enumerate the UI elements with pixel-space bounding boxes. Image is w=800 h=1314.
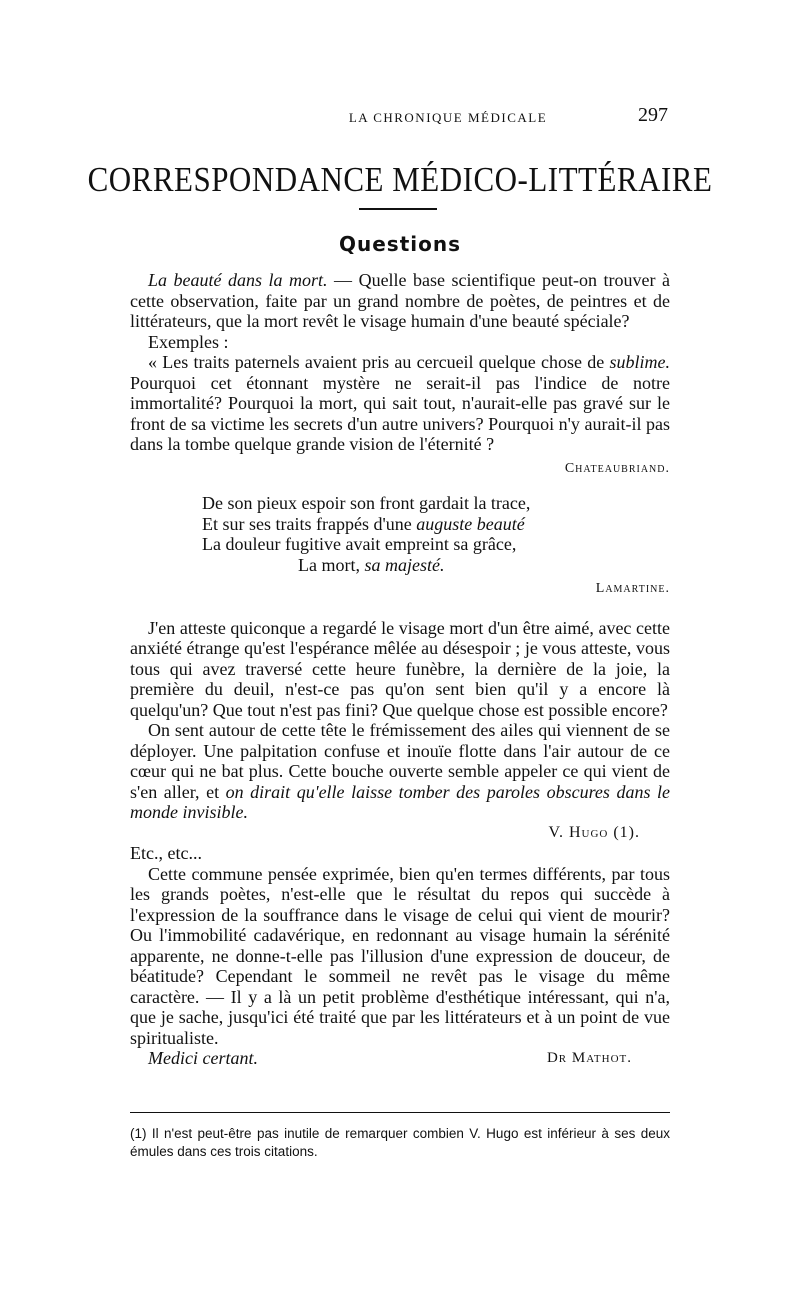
closing-line bbox=[130, 1048, 670, 1069]
para4-text: On sent autour de cette tête le frémissement des ailes qui viennent de se déployer. Une palpitation confuse et inouïe flotte dans l'air autour de ce cœur qui ne bat plus. Cette bouche ouverte semble appeler ce qui vient de s'en aller, et bbox=[130, 720, 670, 802]
spacer bbox=[130, 600, 670, 618]
author-signature: Dr Mathot. bbox=[546, 1050, 632, 1066]
verse-line-2 bbox=[202, 514, 670, 535]
quote1-b: Pourquoi cet étonnant mystère ne serait-il pas l'indice de notre immortalité? Pourquoi la mort, qui sait tout, n'aurait-elle pas gravé sur le front de sa victime les secrets d'un autre univers? Pourquoi n'y aurait-il pas dans la tombe quelque grande vision de l'éternité ? bbox=[130, 372, 670, 454]
paragraph-hugo-quote bbox=[130, 720, 670, 823]
footnote-rule bbox=[130, 1112, 670, 1113]
article-body bbox=[130, 270, 670, 1069]
quote1-italic: sublime. bbox=[609, 352, 670, 372]
lead-italic: La beauté dans la mort. bbox=[148, 270, 328, 290]
verse-lamartine bbox=[202, 493, 670, 575]
verse-line-4-italic: sa majesté. bbox=[364, 554, 445, 575]
signature-chateaubriand: Chateaubriand. bbox=[564, 460, 670, 476]
article-title: CORRESPONDANCE MÉDICO-LITTÉRAIRE bbox=[87, 159, 713, 200]
page-header bbox=[130, 104, 670, 130]
verse-line-2-italic: auguste beauté bbox=[416, 513, 525, 534]
quote-chateaubriand bbox=[130, 352, 670, 455]
closing-motto: Medici certant. bbox=[148, 1048, 258, 1068]
etc-line: Etc., etc... bbox=[130, 843, 202, 863]
verse-line-4 bbox=[202, 555, 670, 576]
lead-text: — Quelle base scientifique peut-on trouver à cette observation, faite par un grand nombre de poètes, de peintres et de littérateurs, que la mort revêt le visage humain d'une beauté spéciale? bbox=[130, 270, 670, 331]
lead-paragraph bbox=[130, 270, 670, 332]
running-head: LA CHRONIQUE MÉDICALE bbox=[348, 110, 548, 125]
verse-line-2-text: Et sur ses traits frappés d'une bbox=[202, 513, 417, 534]
signature-hugo: V. Hugo (1). bbox=[548, 823, 640, 841]
paragraph-atteste: J'en atteste quiconque a regardé le visage mort d'un être aimé, avec cette anxiété étrange qu'est l'espérance mêlée au désespoir ; je vous atteste, vous tous qui avez traversé cette heure funèbre, la dernière de la joie, la première du deuil, n'est-ce pas qu'on sent bien qu'il y a encore là quelqu'un? Que tout n'est pas fini? Que quelque chose est possible encore? bbox=[130, 617, 670, 720]
quote1-a: « Les traits paternels avaient pris au cercueil quelque chose de bbox=[148, 352, 610, 372]
section-title: Questions bbox=[338, 232, 461, 256]
verse-line-3: La douleur fugitive avait empreint sa grâce, bbox=[202, 534, 517, 554]
footnote: (1) Il n'est peut-être pas inutile de remarquer combien V. Hugo est inférieur à ses deux émules dans ces trois citations. bbox=[130, 1126, 670, 1159]
verse-line-1: De son pieux espoir son front gardait la trace, bbox=[202, 493, 531, 513]
examples-label: Exemples : bbox=[148, 331, 229, 352]
page-number: 297 bbox=[638, 104, 668, 126]
signature-lamartine: Lamartine. bbox=[595, 581, 670, 596]
para4-italic: on dirait qu'elle laisse tomber des paroles obscures dans le monde invisible. bbox=[130, 781, 671, 822]
verse-line-4-text: La mort, bbox=[298, 554, 365, 575]
paragraph-question: Cette commune pensée exprimée, bien qu'en termes différents, par tous les grands poètes, n'est-elle que le résultat du repos qui succède à l'expression de la souffrance dans le visage de celui qui vient de mourir? Ou l'immobilité cadavérique, en redonnant au visage humain la sérénité apparente, ne donne-t-elle pas l'illusion d'une expression de douceur, de béatitude? Cependant le sommeil ne revêt pas le visage du même caractère. — Il y a là un petit problème d'esthétique intéressant, qui n'a, que je sache, jusqu'ici été traité que par les littérateurs et à un point de vue spiritualiste. bbox=[130, 863, 670, 1048]
title-rule bbox=[359, 208, 437, 210]
